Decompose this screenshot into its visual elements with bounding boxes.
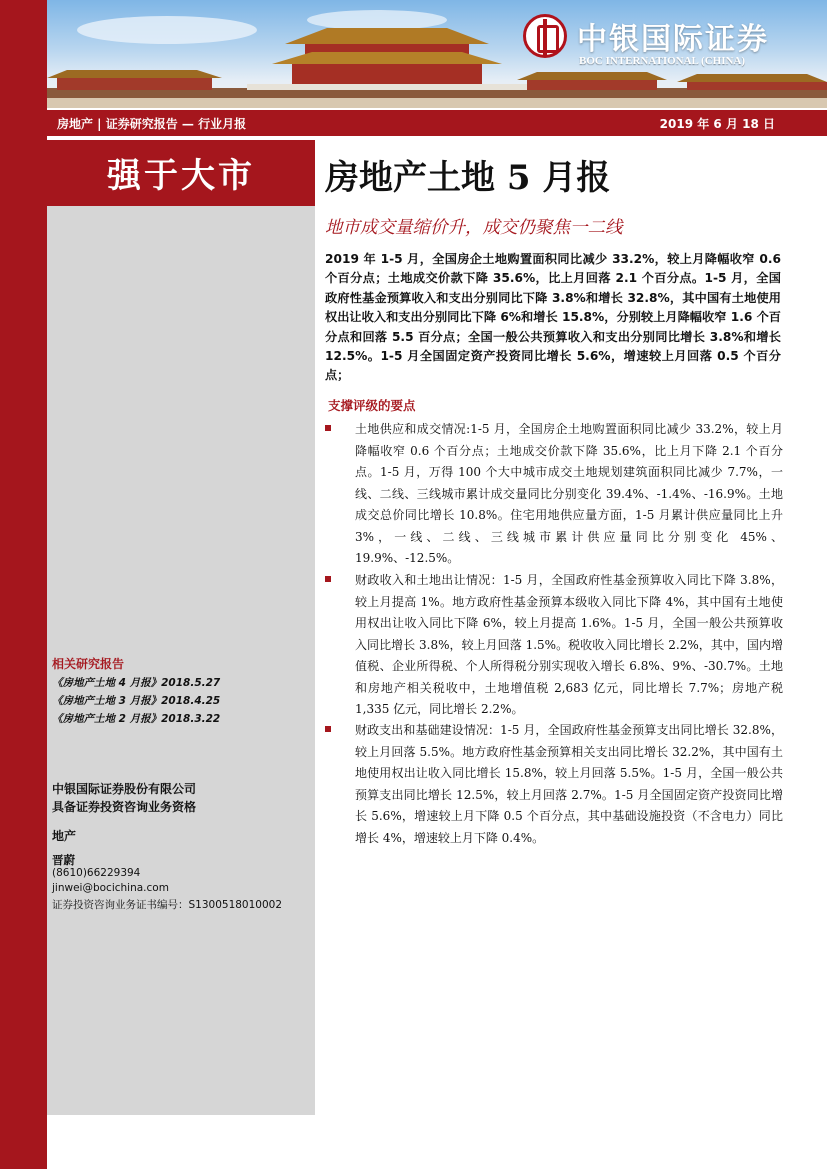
- report-info-strip: [47, 110, 827, 136]
- report-date: 2019 年 6 月 18 日: [659, 117, 775, 131]
- analyst-name: 晋蔚: [52, 853, 75, 867]
- square-bullet-icon: [325, 425, 331, 431]
- breadcrumb: 房地产 | 证券研究报告 — 行业月报: [57, 117, 247, 131]
- report-title: 房地产土地 5 月报: [325, 158, 611, 198]
- related-report-item[interactable]: 《房地产土地 2 月报》2018.3.22: [52, 713, 221, 725]
- sector-label: 地产: [52, 829, 77, 843]
- boc-logo-icon: [523, 14, 567, 58]
- key-point-item: [325, 570, 783, 721]
- firm-qualification: 具备证券投资咨询业务资格: [52, 800, 197, 814]
- report-subtitle: 地市成交量缩价升，成交仍聚焦一二线: [325, 218, 623, 238]
- key-point-text: 财政支出和基础建设情况：1-5 月，全国政府性基金预算支出同比增长 32.8%，较上月回落 5.5%。地方政府性基金预算相关支出同比增长 32.2%，其中国有土地使用权出让收入同比增长 15.8%，较上月回落 5.5%。1-5 月，全国一般公共预算支出同比增长 12.5%，较上月回落 2.7%。1-5 月全国固定资产投资同比增长 5.6%，增速较上月下降 0.5 个百分点，其中基础设施投资（不含电力）同比增长 4%，增速较上月下降 0.4%。: [355, 723, 783, 845]
- related-report-item[interactable]: 《房地产土地 4 月报》2018.5.27: [52, 677, 221, 689]
- rating-badge: 强于大市: [47, 140, 315, 206]
- related-reports-list: [52, 674, 220, 728]
- square-bullet-icon: [325, 726, 331, 732]
- key-point-item: [325, 419, 783, 570]
- sidebar: [47, 140, 315, 1115]
- left-accent-bar: [0, 0, 47, 1169]
- brand-name-en: BOC INTERNATIONAL (CHINA): [579, 55, 746, 67]
- key-point-text: 土地供应和成交情况:1-5 月，全国房企土地购置面积同比减少 33.2%，较上月降幅收窄 0.6 个百分点；土地成交价款下降 35.6%，比上月下降 2.1 个百分点。1-5 月，万得 100 个大中城市成交土地规划建筑面积同比减少 7.7%，一线、二线、三线城市累计成交量同比分别变化 39.4%、-1.4%、-16.9%。土地成交总价同比增长 10.8%。住宅用地供应量方面，1-5 月累计供应量同比上升 3%，一线、二线、三线城市累计供应量同比分别变化 45%、19.9%、-12.5%。: [355, 422, 783, 565]
- key-point-item: [325, 720, 783, 849]
- summary-paragraph: 2019 年 1-5 月，全国房企土地购置面积同比减少 33.2%，较上月降幅收窄 0.6 个百分点；土地成交价款下降 35.6%，比上月回落 2.1 个百分点。1-5 月，全国政府性基金预算收入和支出分别同比下降 3.8%和增长 32.8%，其中国有土地使用权出让收入和支出分别同比下降 6%和增长 15.8%，分别较上月降幅收窄 1.6 个百分点和回落 5.5 百分点；全国一般公共预算收入和支出分别同比增长 3.8%和增长 12.5%。1-5 月全国固定资产投资同比增长 5.6%，增速较上月回落 0.5 个百分点；: [325, 252, 781, 383]
- analyst-cert-number: 证券投资咨询业务证书编号：S1300518010002: [52, 899, 283, 911]
- related-reports-title: 相关研究报告: [52, 657, 125, 671]
- brand-name-cn: 中银国际证券: [577, 22, 769, 57]
- key-point-text: 财政收入和土地出让情况：1-5 月，全国政府性基金预算收入同比下降 3.8%，较上月提高 1%。地方政府性基金预算本级收入同比下降 4%，其中国有土地使用权出让收入同比下降 6%，较上月提高 1.6%。1-5 月，全国一般公共预算收入同比增长 3.8%，较上月回落 1.5%。税收收入同比增长 2.2%，其中，国内增值税、企业所得税、个人所得税分别实现收入增长 6.8%、9%、-30.7%。土地和房地产相关税收中，土地增值税 2,683 亿元，同比增长 7.7%；房地产税 1,335 亿元，同比增长 2.2%。: [355, 573, 783, 716]
- section-heading: 支撑评级的要点: [328, 398, 416, 413]
- firm-name: 中银国际证券股份有限公司: [52, 782, 197, 796]
- analyst-phone: (8610)66229394: [52, 867, 141, 879]
- analyst-email-link[interactable]: jinwei@bocichina.com: [52, 882, 169, 894]
- header-banner: [47, 0, 827, 108]
- related-report-item[interactable]: 《房地产土地 3 月报》2018.4.25: [52, 695, 221, 707]
- square-bullet-icon: [325, 576, 331, 582]
